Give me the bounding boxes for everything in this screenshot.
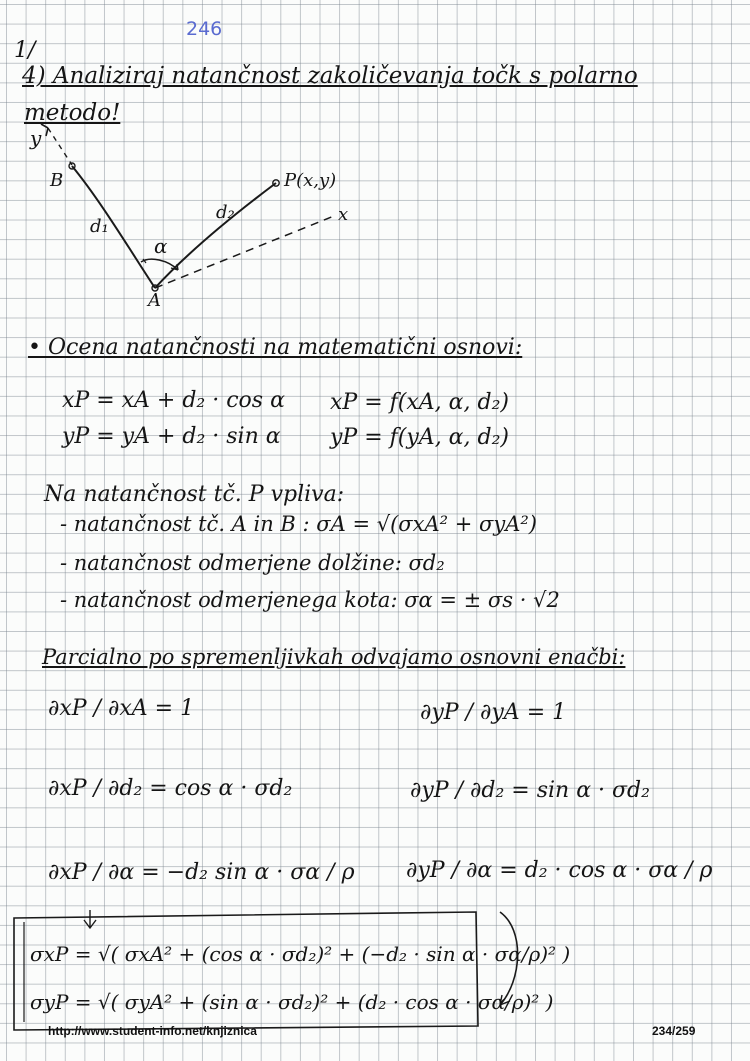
point-p-label: P(x,y) (284, 170, 337, 191)
page-title: 4) Analiziraj natančnost zakoličevanja točk s polarno (22, 63, 638, 89)
influence-item: - natančnost tč. A in B : σA = √(σxA² + σyA²) (60, 512, 537, 536)
d1-label: d₁ (90, 216, 109, 237)
point-b-label: B (50, 170, 64, 191)
partial-yp-d2: ∂yP / ∂d₂ = sin α · σd₂ (410, 778, 650, 803)
page-title-line2: metodo! (24, 100, 121, 126)
partial-xp-alpha: ∂xP / ∂α = −d₂ sin α · σα / ρ (48, 860, 355, 885)
xp-function: xP = f(xA, α, d₂) (330, 390, 509, 415)
sigma-yp-result: σyP = √( σyA² + (sin α · σd₂)² + (d₂ · cos α · σα/ρ)² ) (30, 990, 554, 1014)
d2-label: d₂ (216, 202, 235, 223)
section-mark: 1/ (14, 38, 36, 63)
footer-page-count: 234/259 (652, 1024, 696, 1038)
partial-yp-ya: ∂yP / ∂yA = 1 (420, 700, 567, 725)
footer-url[interactable]: http://www.student-info.net/knjiznica (48, 1024, 257, 1038)
yp-function: yP = f(yA, α, d₂) (330, 425, 510, 450)
point-a-label: A (148, 290, 161, 311)
xp-equation: xP = xA + d₂ · cos α (62, 388, 285, 413)
partials-heading: Parcialno po spremenljivkah odvajamo osnovni enačbi: (42, 645, 626, 669)
x-axis-label: x (338, 204, 349, 225)
y-axis-label: y (30, 126, 42, 150)
partial-yp-alpha: ∂yP / ∂α = d₂ · cos α · σα / ρ (406, 858, 713, 883)
influence-item: - natančnost odmerjene dolžine: σd₂ (60, 551, 445, 575)
alpha-label: α (154, 234, 168, 258)
partial-xp-xa: ∂xP / ∂xA = 1 (48, 696, 195, 721)
yp-equation: yP = yA + d₂ · sin α (62, 424, 281, 449)
equations-heading: • Ocena natančnosti na matematični osnovi: (28, 335, 523, 360)
influence-item: - natančnost odmerjenega kota: σα = ± σs · √2 (60, 588, 560, 612)
partial-xp-d2: ∂xP / ∂d₂ = cos α · σd₂ (48, 776, 293, 801)
influence-heading: Na natančnost tč. P vpliva: (44, 482, 345, 507)
sigma-xp-result: σxP = √( σxA² + (cos α · σd₂)² + (−d₂ · sin α · σα/ρ)² ) (30, 942, 571, 966)
page-number-note: 246 (186, 18, 223, 40)
